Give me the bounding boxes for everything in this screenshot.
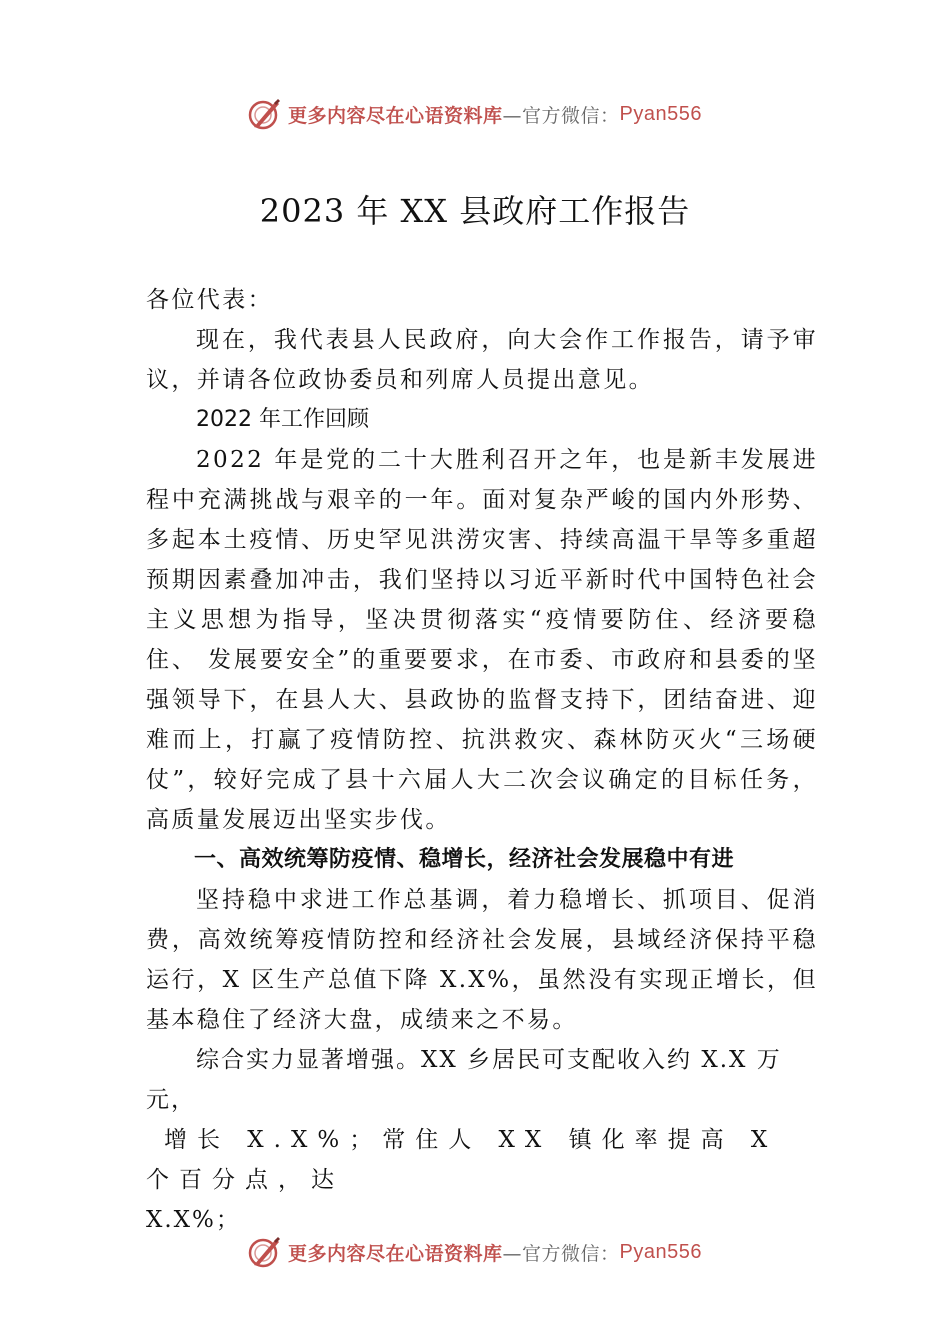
intro-paragraph: 现在，我代表县人民政府，向大会作工作报告，请予审议，并请各位政协委员和列席人员提出意见。 (146, 327, 818, 393)
stats-line-2-text: 增长 X.X%；常住人 XX 镇化率提高 X 个百分点，达 (146, 1127, 778, 1193)
document-title: 2023 年 XX 县政府工作报告 (259, 192, 691, 230)
stats-line-3: X.X%； (146, 1207, 241, 1233)
review-paragraph: 2022 年是党的二十大胜利召开之年，也是新丰发展进程中充满挑战与艰辛的一年。面对复杂严峻的国内外形势、多起本土疫情、历史罕见洪涝灾害、持续高温干旱等多重超预期因素叠加冲击，我们坚持以习近平新时代中国特色社会主义思想为指导，坚决贯彻落实“疫情要防住、经济要稳住、 发展要安全”的重要要求，在市委、市政府和县委的坚强领导下，在县人大、县政协的监督支持下，团结奋进、迎难而上，打赢了疫情防控、抗洪救灾、森林防灭火“三场硬仗”，较好完成了县十六届人大二次会议确定的目标任务，高质量发展迈出坚实步伐。 (146, 447, 818, 833)
watermark-brand-text: 更多内容尽在心语资料库 (288, 1242, 503, 1265)
stats-line-1: 综合实力显著增强。XX 乡居民可支配收入约 X.X 万元， (146, 1047, 782, 1113)
watermark-header (0, 94, 950, 134)
stats-line-2 (146, 1120, 818, 1200)
document-body (146, 280, 818, 1240)
watermark-footer (0, 1232, 950, 1272)
watermark-wechat-id: Pyan556 (619, 102, 702, 125)
quill-logo-icon (248, 1235, 282, 1269)
watermark-brand-text: 更多内容尽在心语资料库 (288, 104, 503, 127)
section-1-heading: 一、高效统筹防疫情、稳增长，经济社会发展稳中有进 (194, 847, 735, 872)
salutation: 各位代表： (146, 287, 273, 313)
watermark-separator-text: —官方微信： (502, 1242, 620, 1265)
watermark-wechat-id: Pyan556 (619, 1240, 702, 1263)
section-1-paragraph: 坚持稳中求进工作总基调，着力稳增长、抓项目、促消费，高效统筹疫情防控和经济社会发展，县域经济保持平稳运行，X 区生产总值下降 X.X%，虽然没有实现正增长，但基本稳住了经济大盘，成绩来之不易。 (146, 887, 818, 1033)
stats-paragraph (146, 1040, 818, 1240)
review-heading: 2022 年工作回顾 (196, 407, 369, 432)
quill-logo-icon (248, 97, 282, 131)
watermark-separator-text: —官方微信： (502, 104, 620, 127)
